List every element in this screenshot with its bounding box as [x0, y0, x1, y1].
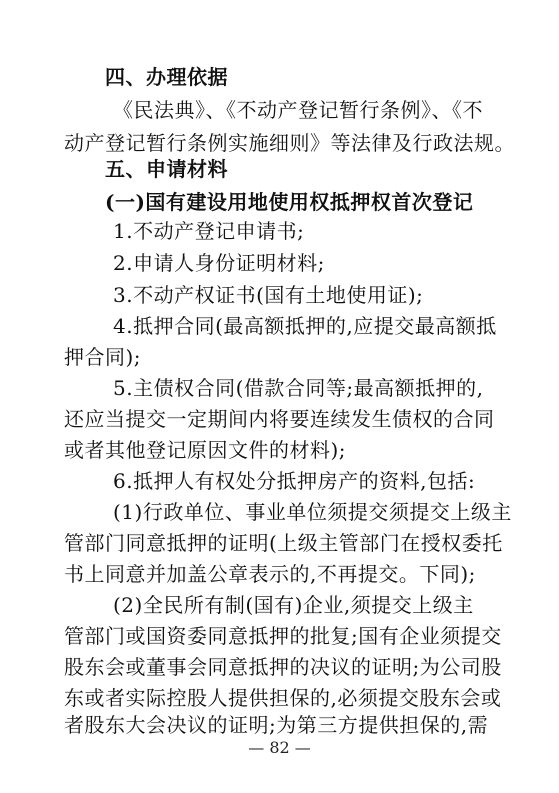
list-item: 3.不动产权证书(国有土地使用证);	[113, 283, 424, 307]
sub-list-item: (2)全民所有制(国有)企业,须提交上级主	[113, 593, 474, 617]
sub-list-item-continuation: 股东会或董事会同意抵押的决议的证明;为公司股	[64, 655, 502, 679]
list-item: 1.不动产登记申请书;	[113, 219, 305, 243]
sub-list-item: (1)行政单位、事业单位须提交须提交上级主	[113, 500, 512, 524]
section-heading-basis: 四、办理依据	[105, 65, 228, 89]
sub-list-item-continuation: 管部门同意抵押的证明(上级主管部门在授权委托	[64, 531, 503, 555]
sub-list-item-continuation: 者股东大会决议的证明;为第三方提供担保的,需	[64, 713, 489, 737]
section-heading-materials: 五、申请材料	[105, 157, 228, 181]
list-item: 6.抵押人有权处分抵押房产的资料,包括:	[113, 469, 476, 493]
paragraph-line: 《民法典》、《不动产登记暂行条例》、《不	[113, 98, 483, 122]
sub-list-item-continuation: 管部门或国资委同意抵押的批复;国有企业须提交	[64, 624, 502, 648]
list-item-continuation: 押合同);	[64, 345, 142, 369]
page-number: — 82 —	[248, 738, 311, 757]
list-item-continuation: 还应当提交一定期间内将要连续发生债权的合同	[64, 407, 495, 431]
subsection-heading: (一)国有建设用地使用权抵押权首次登记	[105, 190, 474, 214]
sub-list-item-continuation: 书上同意并加盖公章表示的,不再提交。下同);	[64, 562, 476, 586]
list-item: 2.申请人身份证明材料;	[113, 251, 325, 275]
list-item-continuation: 或者其他登记原因文件的材料);	[64, 438, 347, 462]
paragraph-line: 动产登记暂行条例实施细则》等法律及行政法规。	[64, 131, 515, 155]
list-item: 5.主债权合同(借款合同等;最高额抵押的,	[113, 376, 484, 400]
sub-list-item-continuation: 东或者实际控股人提供担保的,必须提交股东会或	[64, 686, 502, 710]
list-item: 4.抵押合同(最高额抵押的,应提交最高额抵	[113, 314, 497, 338]
